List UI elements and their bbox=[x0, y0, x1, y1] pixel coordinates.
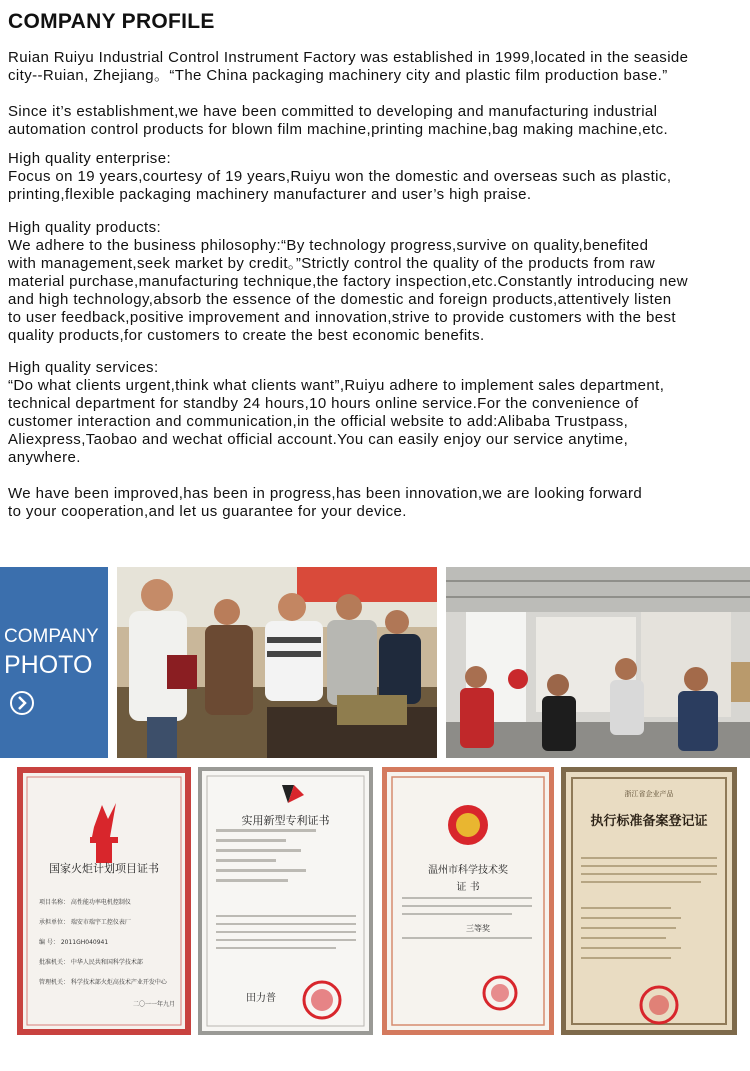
standard-cert-heading: 执行标准备案登记证 bbox=[590, 814, 708, 829]
patent-cert-heading: 实用新型专利证书 bbox=[241, 814, 330, 827]
patent-signature: 田力普 bbox=[246, 993, 276, 1004]
torch-row-name: 项目名称： 高性能功率电机控制仪 bbox=[39, 899, 131, 906]
torch-cert-heading: 国家火炬计划项目证书 bbox=[49, 862, 159, 875]
trade-show-photo-2 bbox=[446, 567, 750, 758]
certificate-wenzhou-award bbox=[382, 767, 554, 1035]
photo-label-line2: PHOTO bbox=[4, 651, 93, 679]
closing-text: We have been improved,has been in progress,has been innovation,we are looking forward to your cooperation,and let us guarantee for your device. bbox=[8, 485, 643, 520]
award-cert-heading: 温州市科学技术奖 bbox=[428, 865, 508, 876]
torch-row-unit: 承担单位： 瑞安市瑞宇工控仪表厂 bbox=[39, 919, 131, 926]
intro-paragraph bbox=[8, 49, 744, 85]
trade-show-photo-1 bbox=[117, 567, 437, 758]
enterprise-paragraph bbox=[8, 150, 744, 204]
torch-cert-date: 二〇一一年九月 bbox=[132, 1001, 175, 1008]
commitment-paragraph bbox=[8, 103, 744, 139]
closing-paragraph bbox=[8, 485, 744, 521]
award-level: 三等奖 bbox=[466, 924, 490, 933]
certificate-standard-registration bbox=[561, 767, 737, 1035]
products-text: High quality products: We adhere to the business philosophy:“By technology progress,survive on quality,benefited with management,seek market by credit。”Strictly control the quality of the products from raw material purchase,manufacturing technique,the factory inspection,etc.Constantly introducing new and high technology,absorb the essence of the domestic and foreign products,attentively listen to user feedback,positive improvement and innovation,strive to provide customers with the best quality products,for customers to create the best economic benefits. bbox=[8, 219, 689, 344]
page-title: COMPANY PROFILE bbox=[8, 10, 215, 33]
torch-row-number: 编 号： 2011GH040941 bbox=[39, 939, 109, 946]
enterprise-text: High quality enterprise: Focus on 19 years,courtesy of 19 years,Ruiyu won the domestic and overseas such as plastic, printing,flexible packaging machinery manufacturer and user’s high praise. bbox=[8, 150, 672, 203]
products-paragraph bbox=[8, 219, 744, 345]
services-text: High quality services: “Do what clients urgent,think what clients want”,Ruiyu adhere to implement sales department, technical department for standby 24 hours,10 hours online service.For the convenience of customer interaction and communication,in the official website to add:Alibaba Trustpass, Aliexpress,Taobao and wechat official account.You can easily enjoy our service anytime, anywhere. bbox=[8, 359, 665, 466]
commitment-text: Since it’s establishment,we have been committed to developing and manufacturing industrial automation control products for blown film machine,printing machine,bag making machine,etc. bbox=[8, 103, 669, 138]
award-cert-subheading: 证 书 bbox=[456, 882, 480, 893]
company-photo-label bbox=[0, 567, 108, 758]
torch-row-manager: 管理机关： 科学技术部火炬高技术产业开发中心 bbox=[39, 979, 167, 986]
torch-cert-rows bbox=[39, 893, 167, 993]
photo-label-line1: COMPANY bbox=[4, 626, 99, 647]
certificate-utility-patent bbox=[198, 767, 373, 1035]
intro-text: Ruian Ruiyu Industrial Control Instrument Factory was established in 1999,located in the seaside city--Ruian, Zhejiang。“The China packaging machinery city and plastic film production base.” bbox=[8, 49, 689, 84]
standard-cert-top-text: 浙江省企业产品 bbox=[624, 790, 674, 798]
certificate-torch-program bbox=[17, 767, 191, 1035]
company-photo-band bbox=[0, 567, 750, 758]
chevron-right-icon[interactable] bbox=[10, 691, 34, 715]
torch-row-approver: 批准机关： 中华人民共和国科学技术部 bbox=[39, 959, 143, 966]
services-paragraph bbox=[8, 359, 744, 467]
